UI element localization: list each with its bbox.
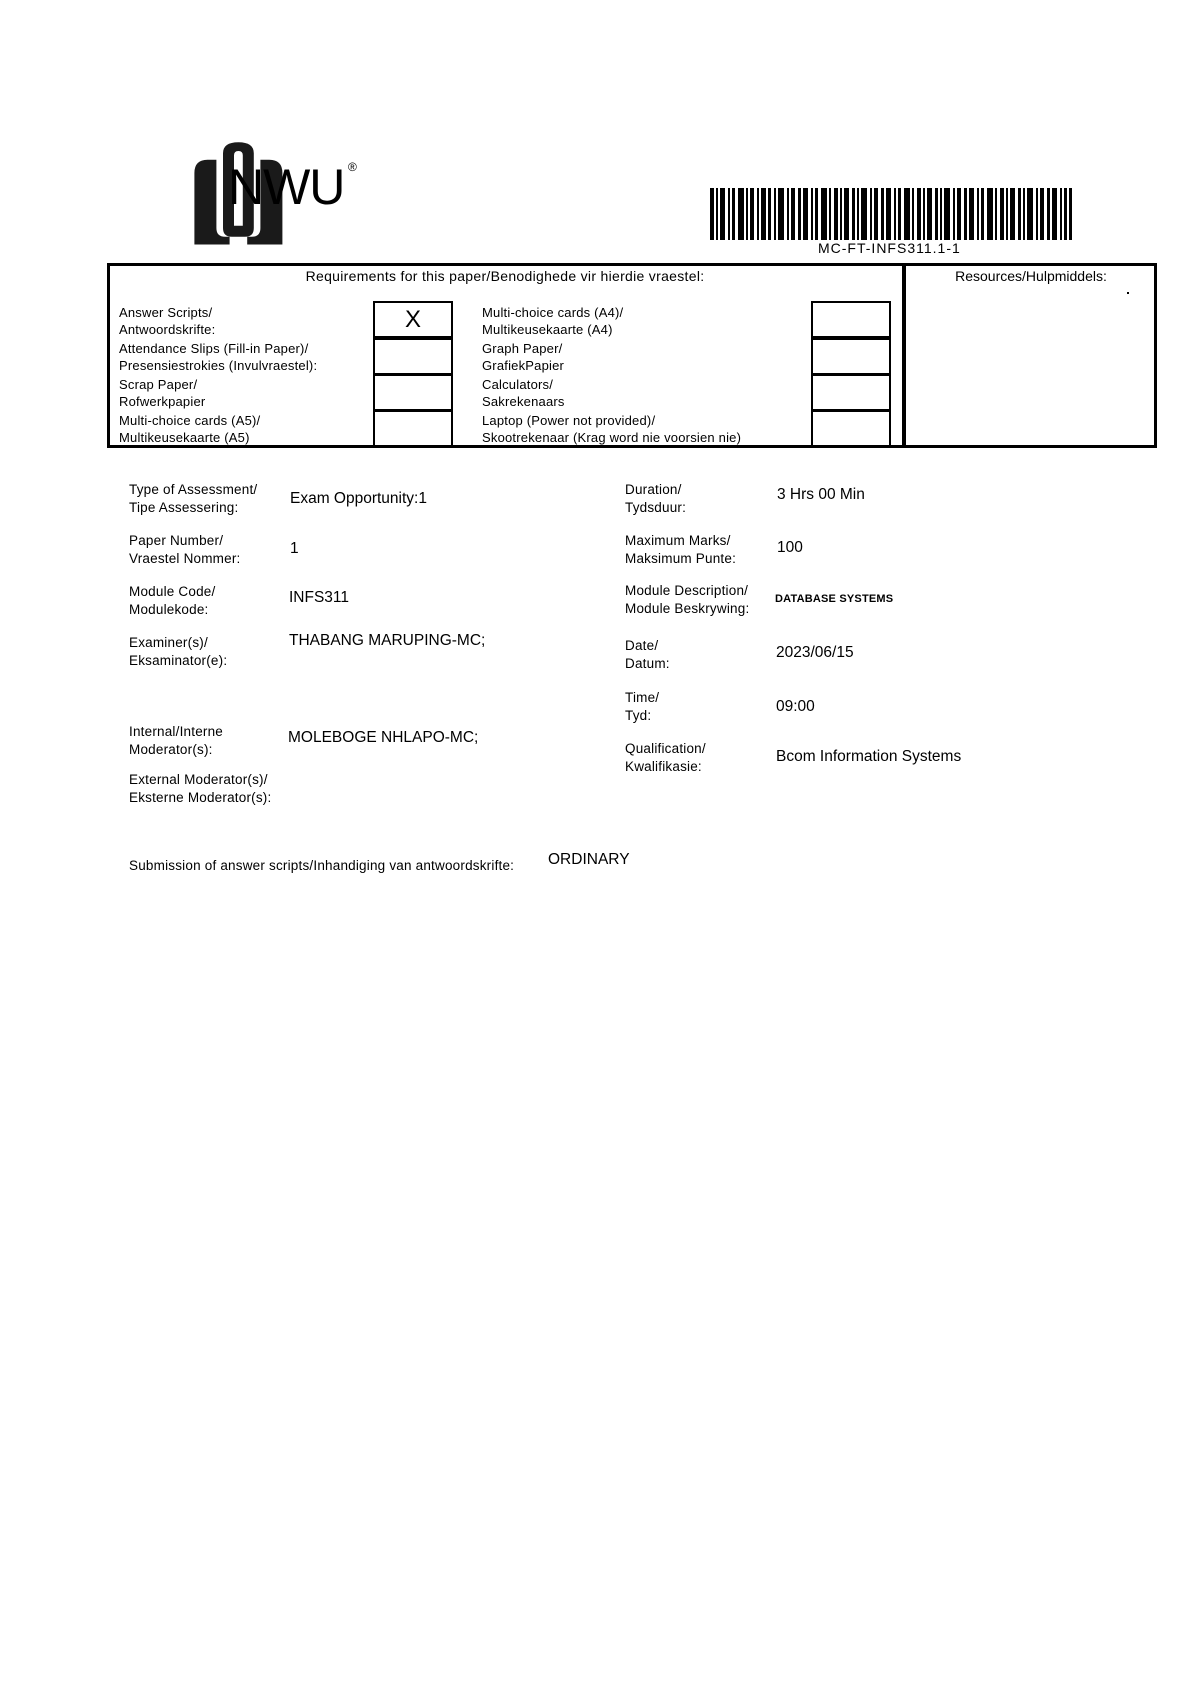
req-mc-a4-box — [811, 301, 891, 338]
submission-label: Submission of answer scripts/Inhandiging van antwoordskrifte: — [129, 858, 515, 873]
date-label: Date/ Datum: — [625, 638, 670, 671]
req-graph-paper-label: Graph Paper/ GrafiekPapier — [482, 341, 565, 373]
req-graph-paper-box — [811, 338, 891, 375]
barcode — [710, 188, 1072, 240]
qualification-label: Qualification/ Kwalifikasie: — [625, 741, 706, 774]
resources-dot — [1127, 292, 1129, 294]
external-moderator-label: External Moderator(s)/ Eksterne Moderator(s): — [129, 772, 272, 805]
resources-heading: Resources/Hulpmiddels: — [955, 268, 1107, 284]
internal-moderator-value: MOLEBOGE NHLAPO-MC; — [288, 729, 479, 746]
req-mc-a5-label: Multi-choice cards (A5)/ Multikeusekaarte (A5) — [119, 413, 261, 445]
duration-value: 3 Hrs 00 Min — [777, 486, 865, 503]
submission-value: ORDINARY — [548, 851, 630, 868]
barcode-code: MC-FT-INFS311.1-1 — [818, 240, 961, 256]
module-code-label: Module Code/ Modulekode: — [129, 584, 216, 617]
paper-number-label: Paper Number/ Vraestel Nommer: — [129, 533, 241, 566]
duration-label: Duration/ Tydsduur: — [625, 482, 687, 515]
time-value: 09:00 — [776, 698, 815, 715]
time-label: Time/ Tyd: — [625, 690, 660, 723]
paper-number-value: 1 — [290, 540, 299, 557]
type-of-assessment-value: Exam Opportunity:1 — [290, 490, 427, 507]
req-answer-scripts-label: Answer Scripts/ Antwoordskrifte: — [119, 305, 216, 337]
maximum-marks-value: 100 — [777, 539, 803, 556]
req-calculators-label: Calculators/ Sakrekenaars — [482, 377, 565, 409]
internal-moderator-label: Internal/Interne Moderator(s): — [129, 724, 224, 757]
req-answer-scripts-box: X — [373, 301, 453, 338]
req-calculators-box — [811, 374, 891, 411]
req-attendance-slips-box — [373, 338, 453, 375]
box-divider — [902, 263, 906, 448]
module-description-label: Module Description/ Module Beskrywing: — [625, 583, 750, 616]
req-scrap-paper-label: Scrap Paper/ Rofwerkpapier — [119, 377, 206, 409]
req-mc-a4-label: Multi-choice cards (A4)/ Multikeusekaarte (A4) — [482, 305, 624, 337]
req-scrap-paper-box — [373, 374, 453, 411]
module-code-value: INFS311 — [289, 589, 350, 606]
registered-mark: ® — [348, 160, 357, 174]
module-description-value: DATABASE SYSTEMS — [775, 593, 894, 605]
examiner-label: Examiner(s)/ Eksaminator(e): — [129, 635, 228, 668]
type-of-assessment-label: Type of Assessment/ Tipe Assessering: — [129, 482, 258, 515]
qualification-value: Bcom Information Systems — [776, 748, 962, 765]
req-mc-a5-box — [373, 410, 453, 447]
requirements-heading: Requirements for this paper/Benodighede vir hierdie vraestel: — [305, 268, 705, 284]
examiner-value: THABANG MARUPING-MC; — [289, 632, 486, 649]
req-attendance-slips-label: Attendance Slips (Fill-in Paper)/ Presensiestrokies (Invulvraestel): — [119, 341, 318, 373]
req-laptop-label: Laptop (Power not provided)/ Skootrekenaar (Krag word nie voorsien nie) — [482, 413, 742, 445]
req-laptop-box — [811, 410, 891, 447]
maximum-marks-label: Maximum Marks/ Maksimum Punte: — [625, 533, 737, 566]
date-value: 2023/06/15 — [776, 644, 854, 661]
logo-wordmark: NWU — [228, 159, 345, 215]
